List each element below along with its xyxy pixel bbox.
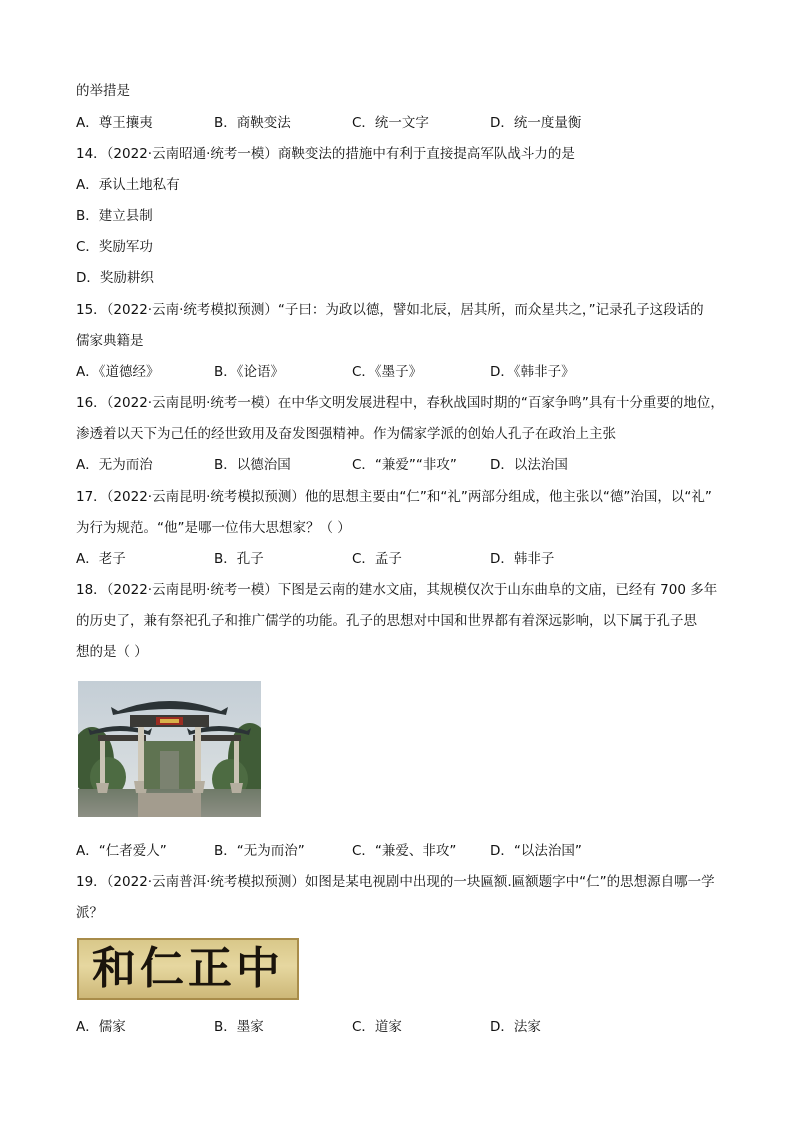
q16-stem-line1: 16．（2022·云南昆明·统考一模）在中华文明发展进程中，春秋战国时期的“百家争鸣”具有十分重要的地位， xyxy=(76,395,724,411)
q19-option-c: C．道家 xyxy=(352,1019,402,1035)
q14-option-b: B．建立县制 xyxy=(76,208,153,224)
q18-option-d: D．“以法治国” xyxy=(490,843,582,859)
q15-option-a: A．《道德经》 xyxy=(76,364,160,380)
q13-option-c: C．统一文字 xyxy=(352,115,429,131)
q15-option-c: C．《墨子》 xyxy=(352,364,423,380)
q19-option-d: D．法家 xyxy=(490,1019,541,1035)
q13-option-d: D．统一度量衡 xyxy=(490,115,582,131)
plaque-inscription: 和仁正中 xyxy=(92,943,284,994)
q17-option-b: B．孔子 xyxy=(214,551,264,567)
q16-option-b: B．以德治国 xyxy=(214,457,291,473)
q19-stem-line2: 派？ xyxy=(76,905,103,921)
q19-stem-line1: 19．（2022·云南普洱·统考模拟预测）如图是某电视剧中出现的一块匾额.匾额题字中“仁”的思想源自哪一学 xyxy=(76,874,715,890)
q19-option-b: B．墨家 xyxy=(214,1019,264,1035)
q18-option-a: A．“仁者爱人” xyxy=(76,843,167,859)
q17-option-c: C．孟子 xyxy=(352,551,402,567)
q17-option-d: D．韩非子 xyxy=(490,551,555,567)
temple-photo xyxy=(78,681,261,817)
q14-option-c: C．奖励军功 xyxy=(76,239,153,255)
q15-option-b: B．《论语》 xyxy=(214,364,285,380)
q16-stem-line2: 渗透着以天下为己任的经世致用及奋发图强精神。作为儒家学派的创始人孔子在政治上主张 xyxy=(76,426,616,442)
q16-option-a: A．无为而治 xyxy=(76,457,153,473)
plaque-image xyxy=(77,938,299,1000)
q15-stem-line1: 15．（2022·云南·统考模拟预测）“子曰：为政以德，譬如北辰，居其所，而众星共之，”记录孔子这段话的 xyxy=(76,302,704,318)
q13-stem-continuation: 的举措是 xyxy=(76,83,130,99)
q13-option-b: B．商鞅变法 xyxy=(214,115,291,131)
q18-stem-line3: 想的是（ ） xyxy=(76,644,148,660)
q17-stem-line2: 为行为规范。“他”是哪一位伟大思想家？（ ） xyxy=(76,520,351,536)
q18-option-c: C．“兼爱、非攻” xyxy=(352,843,457,859)
q14-option-d: D．奖励耕织 xyxy=(76,270,154,286)
q17-stem-line1: 17．（2022·云南昆明·统考模拟预测）他的思想主要由“仁”和“礼”两部分组成，他主张以“德”治国，以“礼” xyxy=(76,489,712,505)
q13-option-a: A．尊王攘夷 xyxy=(76,115,153,131)
q18-option-b: B．“无为而治” xyxy=(214,843,305,859)
q18-stem-line1: 18．（2022·云南昆明·统考一模）下图是云南的建水文庙，其规模仅次于山东曲阜的文庙，已经有 700 多年 xyxy=(76,582,718,598)
q16-option-d: D．以法治国 xyxy=(490,457,568,473)
q16-option-c: C．“兼爱”“非攻” xyxy=(352,457,457,473)
q15-stem-line2: 儒家典籍是 xyxy=(76,333,144,349)
q17-option-a: A．老子 xyxy=(76,551,126,567)
q14-option-a: A．承认土地私有 xyxy=(76,177,180,193)
q19-option-a: A．儒家 xyxy=(76,1019,126,1035)
q14-stem: 14．（2022·云南昭通·统考一模）商鞅变法的措施中有利于直接提高军队战斗力的是 xyxy=(76,146,575,162)
q15-option-d: D．《韩非子》 xyxy=(490,364,575,380)
q18-stem-line2: 的历史了，兼有祭祀孔子和推广儒学的功能。孔子的思想对中国和世界都有着深远影响，以下属于孔子思 xyxy=(76,613,697,629)
